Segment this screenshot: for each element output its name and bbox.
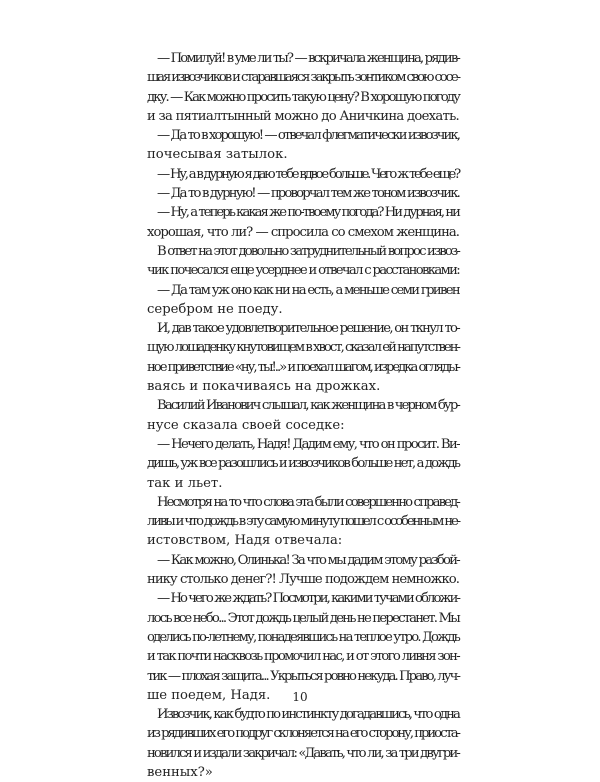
text-line: — Да то в дурную! — проворчал тем же тоном извозчик. [157,186,459,202]
text-line: ваясь и покачиваясь на дрожках. [147,379,381,395]
text-line: — Да то в хорошую! — отвечал флегматически извозчик, [157,128,459,144]
text-line: Василий Иванович слышал, как женщина в черном бур- [157,398,459,414]
text-line: — Но чего же ждать? Посмотри, какими тучами обложи- [157,591,459,607]
text-line: чик почесался еще усерднее и отвечал с расстановками: [147,263,459,279]
text-line: — Ну, а теперь какая же по-твоему погода? Ни дурная, ни [157,205,459,221]
text-line: В ответ на этот довольно затруднительный вопрос извоз- [157,243,459,259]
text-line: лось все небо... Этот дождь целый день не перестанет. Мы [147,610,459,626]
text-line: из рядивших его подруг склоняется на его сторону, приоста- [147,726,459,742]
text-line: нику столько денег?! Лучше подождем немножко. [147,572,459,588]
text-line: нусе сказала своей соседке: [147,417,345,433]
page-number: 10 [292,690,308,704]
text-line: И, дав такое удовлетворительное решение, он ткнул то- [157,321,459,337]
text-line: так и льет. [147,475,223,491]
text-line: хорошая, что ли? — спросила со смехом женщина. [147,224,459,240]
text-line: — Нечего делать, Надя! Дадим ему, что он просит. Ви- [157,436,459,452]
text-line: дку. — Как можно просить такую цену? В хорошую погоду [147,89,459,105]
text-line: почесывая затылок. [147,147,288,163]
text-line: шая извозчиков и старавшаяся закрыть зонтиком свою сосе- [147,70,459,86]
body-text [147,49,459,782]
text-line: серебром не поеду. [147,301,283,317]
text-line: и за пятиалтынный можно до Аничкина доехать. [147,108,459,124]
text-line: щую лошаденку кнутовищем в хвост, сказал ей напутствен- [147,340,460,356]
text-line: — Да там уж оно как ни на есть, а меньше семи гривен [157,282,459,298]
text-line: тик — плохая защита... Укрыться ровно некуда. Право, луч- [147,668,459,684]
text-line: новился и издали закричал: «Давать, что ли, за три двугри- [147,745,459,761]
text-line: дишь, уж все разошлись и извозчиков больше нет, а дождь [147,456,459,472]
text-line: венных?» [147,764,213,780]
text-line: ливы и что дождь в эту самую минуту пошел с особенным не- [147,514,459,530]
text-line: — Помилуй! в уме ли ты? — вскричала женщина, рядив- [157,51,459,66]
text-line: Извозчик, как будто по инстинкту догадавшись, что одна [157,707,459,723]
text-line: истовством, Надя отвечала: [147,533,343,549]
text-line: — Как можно, Олинька! За что мы дадим этому разбой- [157,552,459,568]
text-line: ше поедем, Надя. [147,687,271,703]
text-line: Несмотря на то что слова эта были совершенно справед- [157,494,459,510]
text-line: — Ну, а в дурную я даю тебе вдвое больше. Чего ж тебе еще? [157,166,459,182]
text-line: ное приветствие «ну, ты!..» и поехал шагом, изредка огляды- [147,359,459,375]
text-line: оделись по-летнему, понадеявшись на теплое утро. Дождь [147,629,459,645]
text-line: и так почти насквозь промочил нас, и от этого ливня зон- [147,649,459,665]
